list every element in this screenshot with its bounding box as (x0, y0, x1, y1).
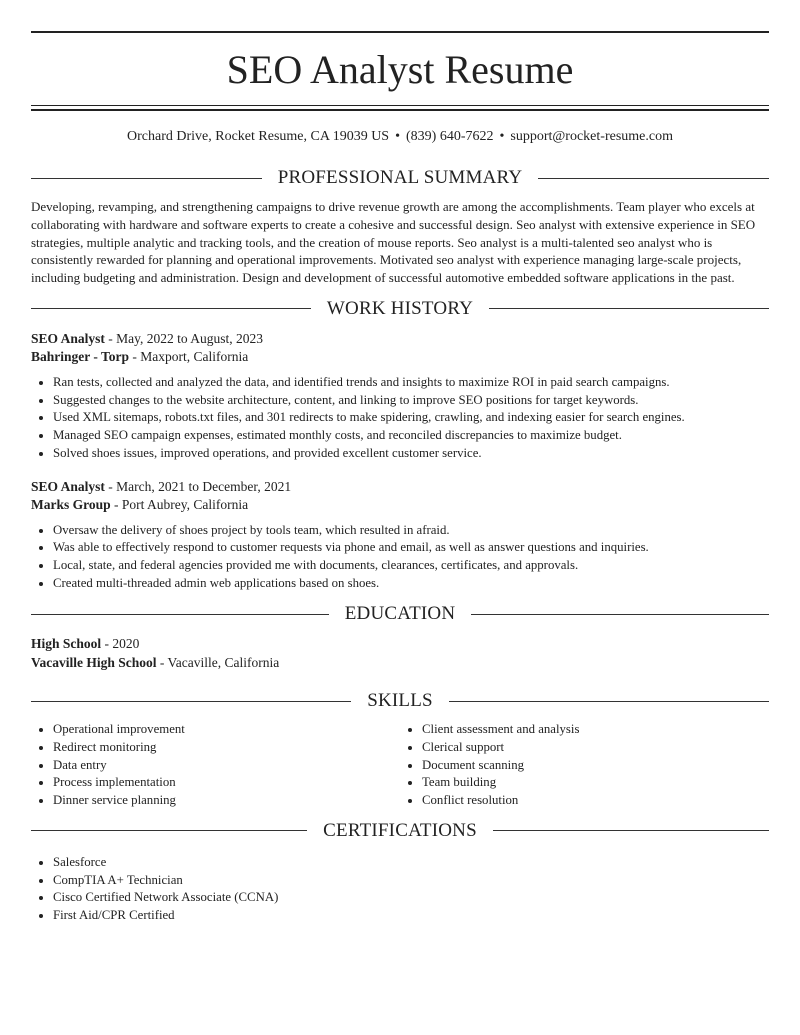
summary-paragraph: Developing, revamping, and strengthening campaigns to drive revenue growth are among the accomplishments. Team player who excels at collaborating with hardware and software experts to create a cohesive and successful design. Seo analyst with extensive experience in SEO strategies, multiple analytic and tracking tools, and the creation of mouse reports. Seo analyst is a multi-talented seo analyst who is consistently rewarded for planning and operational improvements. Motivated seo analyst with experience managing large-scale projects, including budgeting and administration. Design and development of successful automotive embedded software applications in the past. (31, 199, 756, 286)
list-item: • Created multi-threaded admin web applications based on shoes. (53, 575, 769, 593)
list-item: • Local, state, and federal agencies provided me with documents, clearances, certificates, and approvals. (53, 557, 769, 575)
education-degree-line (31, 635, 769, 654)
list-item: • Managed SEO campaign expenses, estimated monthly costs, and reconciled discrepancies to maximize budget. (53, 427, 769, 445)
list-item: • Clerical support (422, 739, 769, 757)
job-entry (31, 330, 769, 463)
job-title-line (31, 478, 769, 497)
list-item: • Dinner service planning (53, 792, 400, 810)
job-company: Marks Group (31, 497, 111, 512)
contact-address: Orchard Drive, Rocket Resume, CA 19039 US (127, 129, 390, 144)
divider (489, 308, 769, 309)
job-dates: March, 2021 to December, 2021 (116, 478, 292, 494)
dash: - (104, 478, 117, 494)
skills-list-right (400, 721, 769, 810)
list-item: • Used XML sitemaps, robots.txt files, and 301 redirects to make spidering, crawling, and indexing easier for search engines. (53, 409, 769, 427)
dash: - (101, 636, 113, 652)
divider (449, 701, 769, 702)
list-item: • Oversaw the delivery of shoes project by tools team, which resulted in afraid. (53, 522, 769, 540)
education-entry (31, 635, 769, 672)
list-item: • Client assessment and analysis (422, 721, 769, 739)
contact-phone: (839) 640-7622 (406, 129, 494, 144)
section-title: CERTIFICATIONS (323, 819, 477, 841)
list-item: • Cisco Certified Network Associate (CCNA) (53, 889, 769, 907)
job-dates: May, 2022 to August, 2023 (116, 330, 264, 346)
list-item: • Ran tests, collected and analyzed the data, and identified trends and insights to maximize ROI in paid search campaigns. (53, 374, 769, 392)
education-school: Vacaville High School (31, 654, 157, 670)
contact-email: support@rocket-resume.com (510, 129, 673, 144)
section-heading-certifications (31, 819, 769, 843)
divider (471, 614, 769, 615)
list-item: • Data entry (53, 757, 400, 775)
section-title: WORK HISTORY (326, 297, 474, 319)
section-title: SKILLS (367, 690, 433, 712)
job-company: Bahringer - Torp (31, 349, 130, 365)
job-company-line (31, 348, 769, 367)
job-bullets (31, 522, 769, 593)
list-item: • Solved shoes issues, improved operations, and provided excellent customer service. (53, 445, 769, 463)
list-item: • Salesforce (53, 854, 769, 872)
list-item: • Operational improvement (53, 721, 400, 739)
job-entry (31, 478, 769, 593)
job-title: SEO Analyst (31, 330, 105, 346)
dash: - (110, 497, 122, 512)
list-item: • Process implementation (53, 774, 400, 792)
dash: - (156, 654, 168, 670)
job-location: Port Aubrey, California (121, 497, 249, 512)
education-degree: High School (31, 636, 102, 652)
certifications-list (31, 854, 769, 925)
list-item: • Team building (422, 774, 769, 792)
section-title: EDUCATION (344, 603, 456, 625)
section-heading-summary (31, 166, 769, 190)
job-title: SEO Analyst (31, 478, 105, 494)
job-bullets (31, 374, 769, 463)
job-title-line (31, 330, 769, 349)
section-heading-education (31, 602, 769, 626)
divider (493, 830, 769, 831)
bullet-separator: • (395, 129, 400, 144)
section-heading-skills (31, 689, 769, 713)
dash: - (104, 330, 117, 346)
job-location: Maxport, California (140, 349, 249, 365)
list-item: • Conflict resolution (422, 792, 769, 810)
title-double-rule (31, 105, 769, 111)
list-item: • Redirect monitoring (53, 739, 400, 757)
education-location: Vacaville, California (167, 654, 280, 670)
divider (31, 701, 351, 702)
job-company-line (31, 496, 769, 515)
list-item: • CompTIA A+ Technician (53, 872, 769, 890)
divider (31, 614, 329, 615)
dash: - (129, 349, 141, 365)
divider (31, 308, 311, 309)
list-item: • First Aid/CPR Certified (53, 907, 769, 925)
divider (31, 830, 307, 831)
section-heading-work-history (31, 297, 769, 321)
list-item: • Was able to effectively respond to customer requests via phone and email, as well as answer questions and inquiries. (53, 539, 769, 557)
skills-columns (31, 721, 769, 810)
divider (538, 178, 769, 179)
education-year: 2020 (112, 636, 140, 652)
contact-line (31, 128, 769, 146)
list-item: • Suggested changes to the website architecture, content, and linking to improve SEO positions for target keywords. (53, 392, 769, 410)
education-school-line (31, 654, 769, 673)
page-title: SEO Analyst Resume (226, 47, 574, 92)
divider (31, 178, 262, 179)
section-title: PROFESSIONAL SUMMARY (277, 167, 523, 188)
bullet-separator: • (499, 129, 505, 144)
resume-page (31, 31, 769, 925)
skills-list-left (31, 721, 400, 810)
top-rule (31, 31, 769, 33)
list-item: • Document scanning (422, 757, 769, 775)
